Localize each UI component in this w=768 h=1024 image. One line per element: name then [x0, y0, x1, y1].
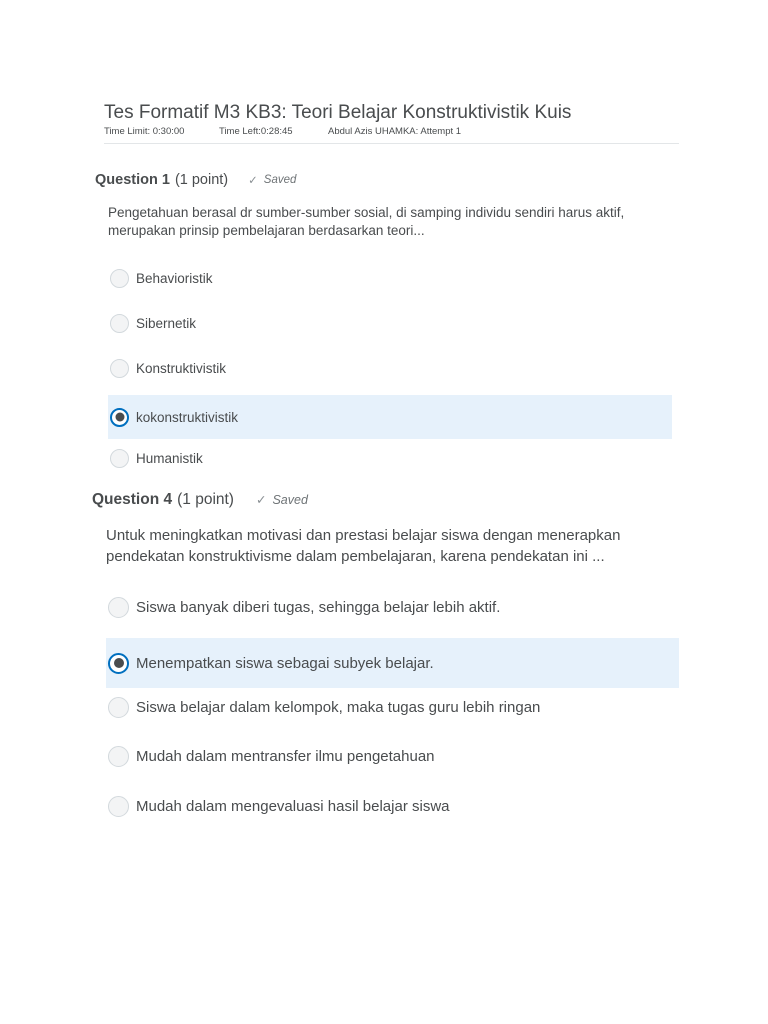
option-menempatkan-siswa[interactable] — [106, 638, 679, 688]
saved-status — [248, 173, 296, 187]
option-konstruktivistik[interactable] — [108, 346, 672, 390]
option-mudah-mentransfer[interactable] — [106, 731, 679, 781]
attempt-info: Abdul Azis UHAMKA: Attempt 1 — [328, 126, 462, 137]
option-label[interactable]: Sibernetik — [136, 315, 197, 331]
saved-label: Saved — [263, 174, 297, 186]
quiz-title: Tes Formatif M3 KB3: Teori Belajar Konstruktivistik Kuis — [104, 102, 572, 123]
radio-button[interactable] — [108, 597, 129, 618]
radio-button[interactable] — [108, 697, 129, 718]
option-label[interactable]: Mudah dalam mentransfer ilmu pengetahuan — [136, 747, 435, 765]
option-label[interactable]: Konstruktivistik — [136, 360, 227, 376]
option-behavioristik[interactable] — [108, 256, 672, 300]
check-icon: ✓ — [255, 493, 267, 507]
time-limit: Time Limit: 0:30:00 — [104, 126, 185, 137]
check-icon: ✓ — [248, 175, 258, 187]
question-header — [95, 172, 685, 188]
radio-button[interactable] — [110, 359, 129, 378]
question-points: (1 point) — [174, 172, 229, 188]
option-sibernetik[interactable] — [108, 301, 672, 345]
question-text: Pengetahuan berasal dr sumber-sumber sosial, di samping individu sendiri harus aktif, merupakan prinsip pembelajaran berdasarkan teori... — [108, 205, 625, 238]
option-label[interactable]: Mudah dalam mengevaluasi hasil belajar siswa — [136, 797, 450, 815]
question-1 — [95, 172, 685, 466]
radio-button[interactable] — [110, 269, 129, 288]
option-mudah-mengevaluasi[interactable] — [106, 781, 679, 831]
radio-button-checked[interactable] — [110, 408, 129, 427]
option-label[interactable]: Behavioristik — [136, 270, 213, 286]
time-left: Time Left:0:28:45 — [219, 126, 293, 137]
option-kokonstruktivistik[interactable] — [108, 395, 672, 439]
radio-button-checked[interactable] — [108, 653, 129, 674]
radio-button[interactable] — [110, 314, 129, 333]
quiz-header — [104, 101, 679, 144]
saved-status — [256, 492, 308, 507]
option-label[interactable]: Humanistik — [136, 450, 203, 466]
option-label[interactable]: Menempatkan siswa sebagai subyek belajar. — [136, 654, 434, 672]
option-label[interactable]: Siswa banyak diberi tugas, sehingga belajar lebih aktif. — [136, 598, 501, 616]
option-siswa-banyak-diberi-tugas[interactable] — [106, 582, 679, 632]
option-label[interactable]: Siswa belajar dalam kelompok, maka tugas guru lebih ringan — [136, 698, 541, 716]
saved-label: Saved — [272, 492, 308, 507]
option-siswa-belajar-dalam-kelompok[interactable] — [106, 682, 679, 732]
question-text: Untuk meningkatkan motivasi dan prestasi belajar siswa dengan menerapkan pendekatan konstruktivisme dalam pembelajaran, karena pendekatan ini ... — [106, 527, 621, 565]
option-humanistik[interactable] — [108, 436, 672, 480]
radio-button[interactable] — [110, 449, 129, 468]
radio-button[interactable] — [108, 746, 129, 767]
question-header — [92, 491, 682, 509]
option-label[interactable]: kokonstruktivistik — [136, 409, 239, 425]
question-number: Question 1 — [95, 172, 170, 188]
question-number: Question 4 — [92, 491, 173, 508]
question-points: (1 point) — [177, 491, 234, 508]
radio-button[interactable] — [108, 796, 129, 817]
question-4 — [92, 491, 682, 815]
